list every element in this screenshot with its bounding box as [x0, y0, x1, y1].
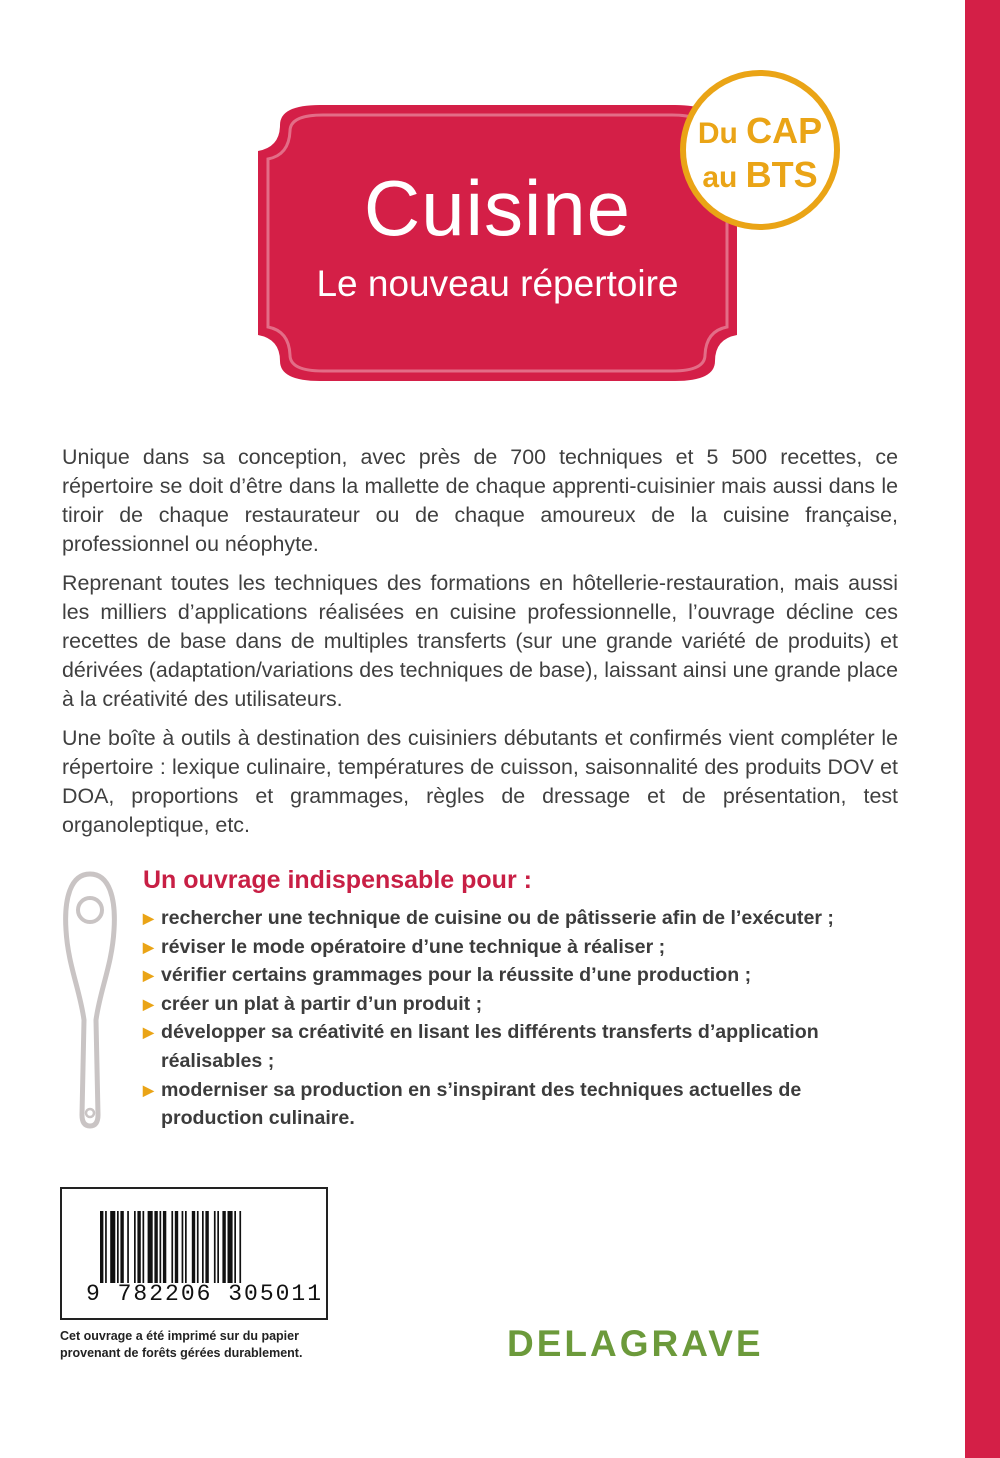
list-item: ▶ développer sa créativité en lisant les différents transferts d’application réalisables ;	[143, 1018, 883, 1075]
benefits-heading: Un ouvrage indispensable pour :	[143, 866, 532, 894]
whisk-icon	[245, 85, 337, 111]
barcode-bar	[228, 1211, 233, 1283]
isbn-number: 9 782206 305011	[86, 1281, 324, 1307]
bullet-arrow-icon: ▶	[143, 967, 154, 984]
barcode-bar	[217, 1211, 219, 1283]
barcode-bar	[160, 1211, 162, 1283]
barcode-bar	[214, 1211, 216, 1283]
list-item: ▶ rechercher une technique de cuisine ou de pâtisserie afin de l’exécuter ;	[143, 904, 883, 933]
barcode-bar	[120, 1211, 123, 1283]
badge-cap: CAP	[746, 110, 823, 151]
barcode-bar	[202, 1211, 204, 1283]
barcode-bar	[100, 1211, 103, 1283]
bullet-arrow-icon: ▶	[143, 995, 154, 1012]
barcode-bars	[100, 1211, 290, 1283]
bullet-arrow-icon: ▶	[143, 1081, 154, 1098]
badge-prefix-du: Du	[697, 117, 738, 150]
bullet-arrow-icon: ▶	[143, 938, 154, 955]
paper-note: Cet ouvrage a été imprimé sur du papier provenant de forêts gérées durablement.	[60, 1329, 303, 1360]
barcode-bar	[222, 1211, 225, 1283]
barcode-bar	[185, 1211, 187, 1283]
list-item: ▶ moderniser sa production en s’inspirant des techniques actuelles de production culinaire.	[143, 1076, 883, 1133]
badge-bts: BTS	[745, 154, 818, 195]
book-subtitle: Le nouveau répertoire	[316, 263, 679, 304]
barcode-bar	[163, 1211, 166, 1283]
bullet-arrow-icon: ▶	[143, 1024, 154, 1041]
barcode	[60, 1187, 328, 1320]
benefits-list	[143, 904, 883, 1133]
barcode-bar	[148, 1211, 153, 1283]
title-plaque	[245, 85, 750, 400]
list-item: ▶ vérifier certains grammages pour la réussite d’une production ;	[143, 961, 883, 990]
barcode-bar	[127, 1211, 129, 1283]
description-paragraph-1: Unique dans sa conception, avec près de 700 techniques et 5 500 recettes, ce répertoire se doit d’être dans la mallette de chaque apprenti-cuisinier mais aussi dans le tiroir de chaque restaurateur ou de chaque amoureux de la cuisine française, professionnel ou néophyte.	[62, 445, 898, 556]
red-spine-stripe	[965, 0, 1000, 1458]
book-title: Cuisine	[363, 164, 632, 252]
barcode-bar	[182, 1211, 184, 1283]
barcode-bar	[171, 1211, 173, 1283]
barcode-bar	[175, 1211, 178, 1283]
barcode-bar	[197, 1211, 199, 1283]
wooden-spoon-icon	[60, 870, 120, 1132]
barcode-bar	[143, 1211, 145, 1283]
barcode-bar	[205, 1211, 208, 1283]
barcode-bar	[154, 1211, 157, 1283]
description-paragraph-2: Reprenant toutes les techniques des formations en hôtellerie-restauration, mais aussi les milliers d’applications réalisées en cuisine professionnelle, l’ouvrage décline ces recettes de base dans de multiples transferts (sur une grande variété de produits) et dérivées (adaptation/variations des techniques de base), laissant ainsi une grande place à la créativité des utilisateurs.	[62, 571, 898, 711]
barcode-bar	[234, 1211, 236, 1283]
barcode-bar	[137, 1211, 140, 1283]
barcode-bar	[110, 1211, 115, 1283]
publisher-logo: DELAGRAVE	[507, 1323, 764, 1364]
barcode-bar	[192, 1211, 195, 1283]
description-paragraph-3: Une boîte à outils à destination des cuisiniers débutants et confirmés vient compléter le répertoire : lexique culinaire, températures de cuisson, saisonnalité des produits DOV et DOA, proportions et grammages, règles de dressage et de présentation, test organoleptique, etc.	[62, 726, 898, 837]
barcode-bar	[239, 1211, 241, 1283]
badge-prefix-au: au	[702, 161, 738, 194]
level-badge	[680, 70, 840, 230]
barcode-bar	[105, 1211, 107, 1283]
list-item: ▶ créer un plat à partir d’un produit ;	[143, 990, 883, 1019]
bullet-arrow-icon: ▶	[143, 910, 154, 926]
barcode-bar	[117, 1211, 119, 1283]
barcode-bar	[134, 1211, 136, 1283]
list-item: ▶ réviser le mode opératoire d’une technique à réaliser ;	[143, 933, 883, 962]
